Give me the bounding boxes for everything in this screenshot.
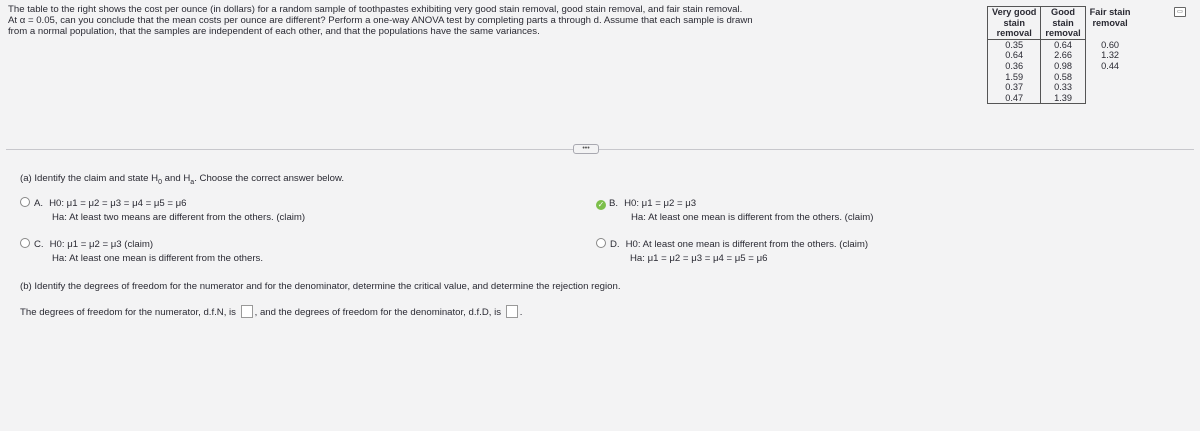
table-row — [988, 72, 1135, 83]
option-letter: B. — [609, 198, 619, 209]
option-d-ha-text: Ha: μ1 = μ2 = μ3 = μ4 = μ5 = μ6 — [630, 253, 768, 264]
radio-d[interactable] — [596, 238, 606, 248]
df-denominator-input[interactable] — [506, 305, 518, 318]
option-letter: A. — [34, 198, 44, 209]
radio-c[interactable] — [20, 238, 30, 248]
df-numerator-text: The degrees of freedom for the numerator, d.f.N, is — [20, 307, 236, 318]
problem-statement — [8, 4, 858, 38]
checkmark-icon[interactable]: ✓ — [597, 200, 605, 209]
option-d[interactable] — [596, 238, 868, 266]
table-header-very-good: Very good — [988, 7, 1041, 18]
option-a-ha-text: Ha: At least two means are different from the others. (claim) — [52, 212, 306, 223]
option-c-ha — [20, 253, 263, 264]
table-cell: 0.64 — [988, 50, 1041, 61]
table-cell — [1085, 72, 1134, 83]
table-cell — [1085, 82, 1134, 93]
table-cell: 1.59 — [988, 72, 1041, 83]
option-letter: D. — [610, 239, 620, 250]
copy-table-icon[interactable]: ▭ — [1174, 7, 1186, 17]
table-header-fair-2: removal — [1085, 18, 1134, 29]
problem-line: The table to the right shows the cost per ounce (in dollars) for a random sample of toothpastes exhibiting very good stain removal, good stain removal, and fair stain removal. — [8, 4, 743, 15]
option-letter: C. — [34, 239, 44, 250]
problem-line: At α = 0.05, can you conclude that the mean costs per ounce are different? Perform a one-way ANOVA test by completing parts a through d. Assume that each sample is drawn — [8, 15, 753, 27]
table-row — [988, 82, 1135, 93]
option-c-h0: H0: μ1 = μ2 = μ3 (claim) — [49, 239, 154, 250]
expand-more-button[interactable]: ••• — [573, 144, 599, 154]
table-cell: 2.66 — [1041, 50, 1085, 61]
table-cell: 0.36 — [988, 61, 1041, 72]
problem-line: from a normal population, that the samples are independent of each other, and that the populations have the same variances. — [8, 26, 540, 38]
table-cell — [1085, 93, 1134, 104]
part-a-label: (a) Identify the claim and state $H_0$ and $H_a$. Choose the correct answer below. — [20, 173, 345, 186]
option-a[interactable] — [20, 197, 305, 225]
table-cell: 0.64 — [1041, 39, 1085, 50]
option-c[interactable] — [20, 238, 263, 266]
fill-suffix: . — [519, 307, 523, 318]
option-b[interactable] — [596, 197, 873, 225]
radio-a[interactable] — [20, 197, 30, 207]
data-table — [987, 6, 1135, 104]
table-cell: 0.44 — [1085, 61, 1134, 72]
section-divider — [6, 149, 1194, 150]
part-b-label: (b) Identify the degrees of freedom for the numerator and for the denominator, determine the critical value, and determine the rejection region. — [20, 281, 621, 292]
table-header-very-good-2: stain — [988, 18, 1041, 29]
table-cell: 0.47 — [988, 93, 1041, 104]
option-b-ha — [596, 212, 873, 223]
table-cell: 0.37 — [988, 82, 1041, 93]
table-header-very-good-3: removal — [988, 28, 1041, 39]
table-cell: 1.39 — [1041, 93, 1085, 104]
table-cell: 0.98 — [1041, 61, 1085, 72]
table-row — [988, 50, 1135, 61]
option-a-ha — [20, 212, 305, 223]
option-d-ha — [596, 253, 767, 264]
table-header-good-2: stain — [1041, 18, 1085, 29]
table-header-fair: Fair stain — [1085, 7, 1134, 18]
table-header-good-3: removal — [1041, 28, 1085, 39]
table-row — [988, 39, 1135, 50]
part-b-fill-in — [20, 305, 522, 318]
df-denominator-text: , and the degrees of freedom for the denominator, d.f.D, is — [254, 307, 502, 318]
table-cell: 0.35 — [988, 39, 1041, 50]
option-c-ha-text: Ha: At least one mean is different from the others. — [52, 253, 263, 264]
table-cell: 0.58 — [1041, 72, 1085, 83]
option-b-ha-text: Ha: At least one mean is different from the others. (claim) — [631, 212, 874, 223]
table-cell: 0.60 — [1085, 39, 1134, 50]
table-cell: 0.33 — [1041, 82, 1085, 93]
option-d-h0: H0: At least one mean is different from the others. (claim) — [625, 239, 869, 250]
option-b-h0: H0: μ1 = μ2 = μ3 — [624, 198, 697, 209]
table-header-good: Good — [1041, 7, 1085, 18]
df-numerator-input[interactable] — [241, 305, 253, 318]
option-a-h0: H0: μ1 = μ2 = μ3 = μ4 = μ5 = μ6 — [49, 198, 187, 209]
table-row — [988, 93, 1135, 104]
table-row — [988, 61, 1135, 72]
table-cell: 1.32 — [1085, 50, 1134, 61]
